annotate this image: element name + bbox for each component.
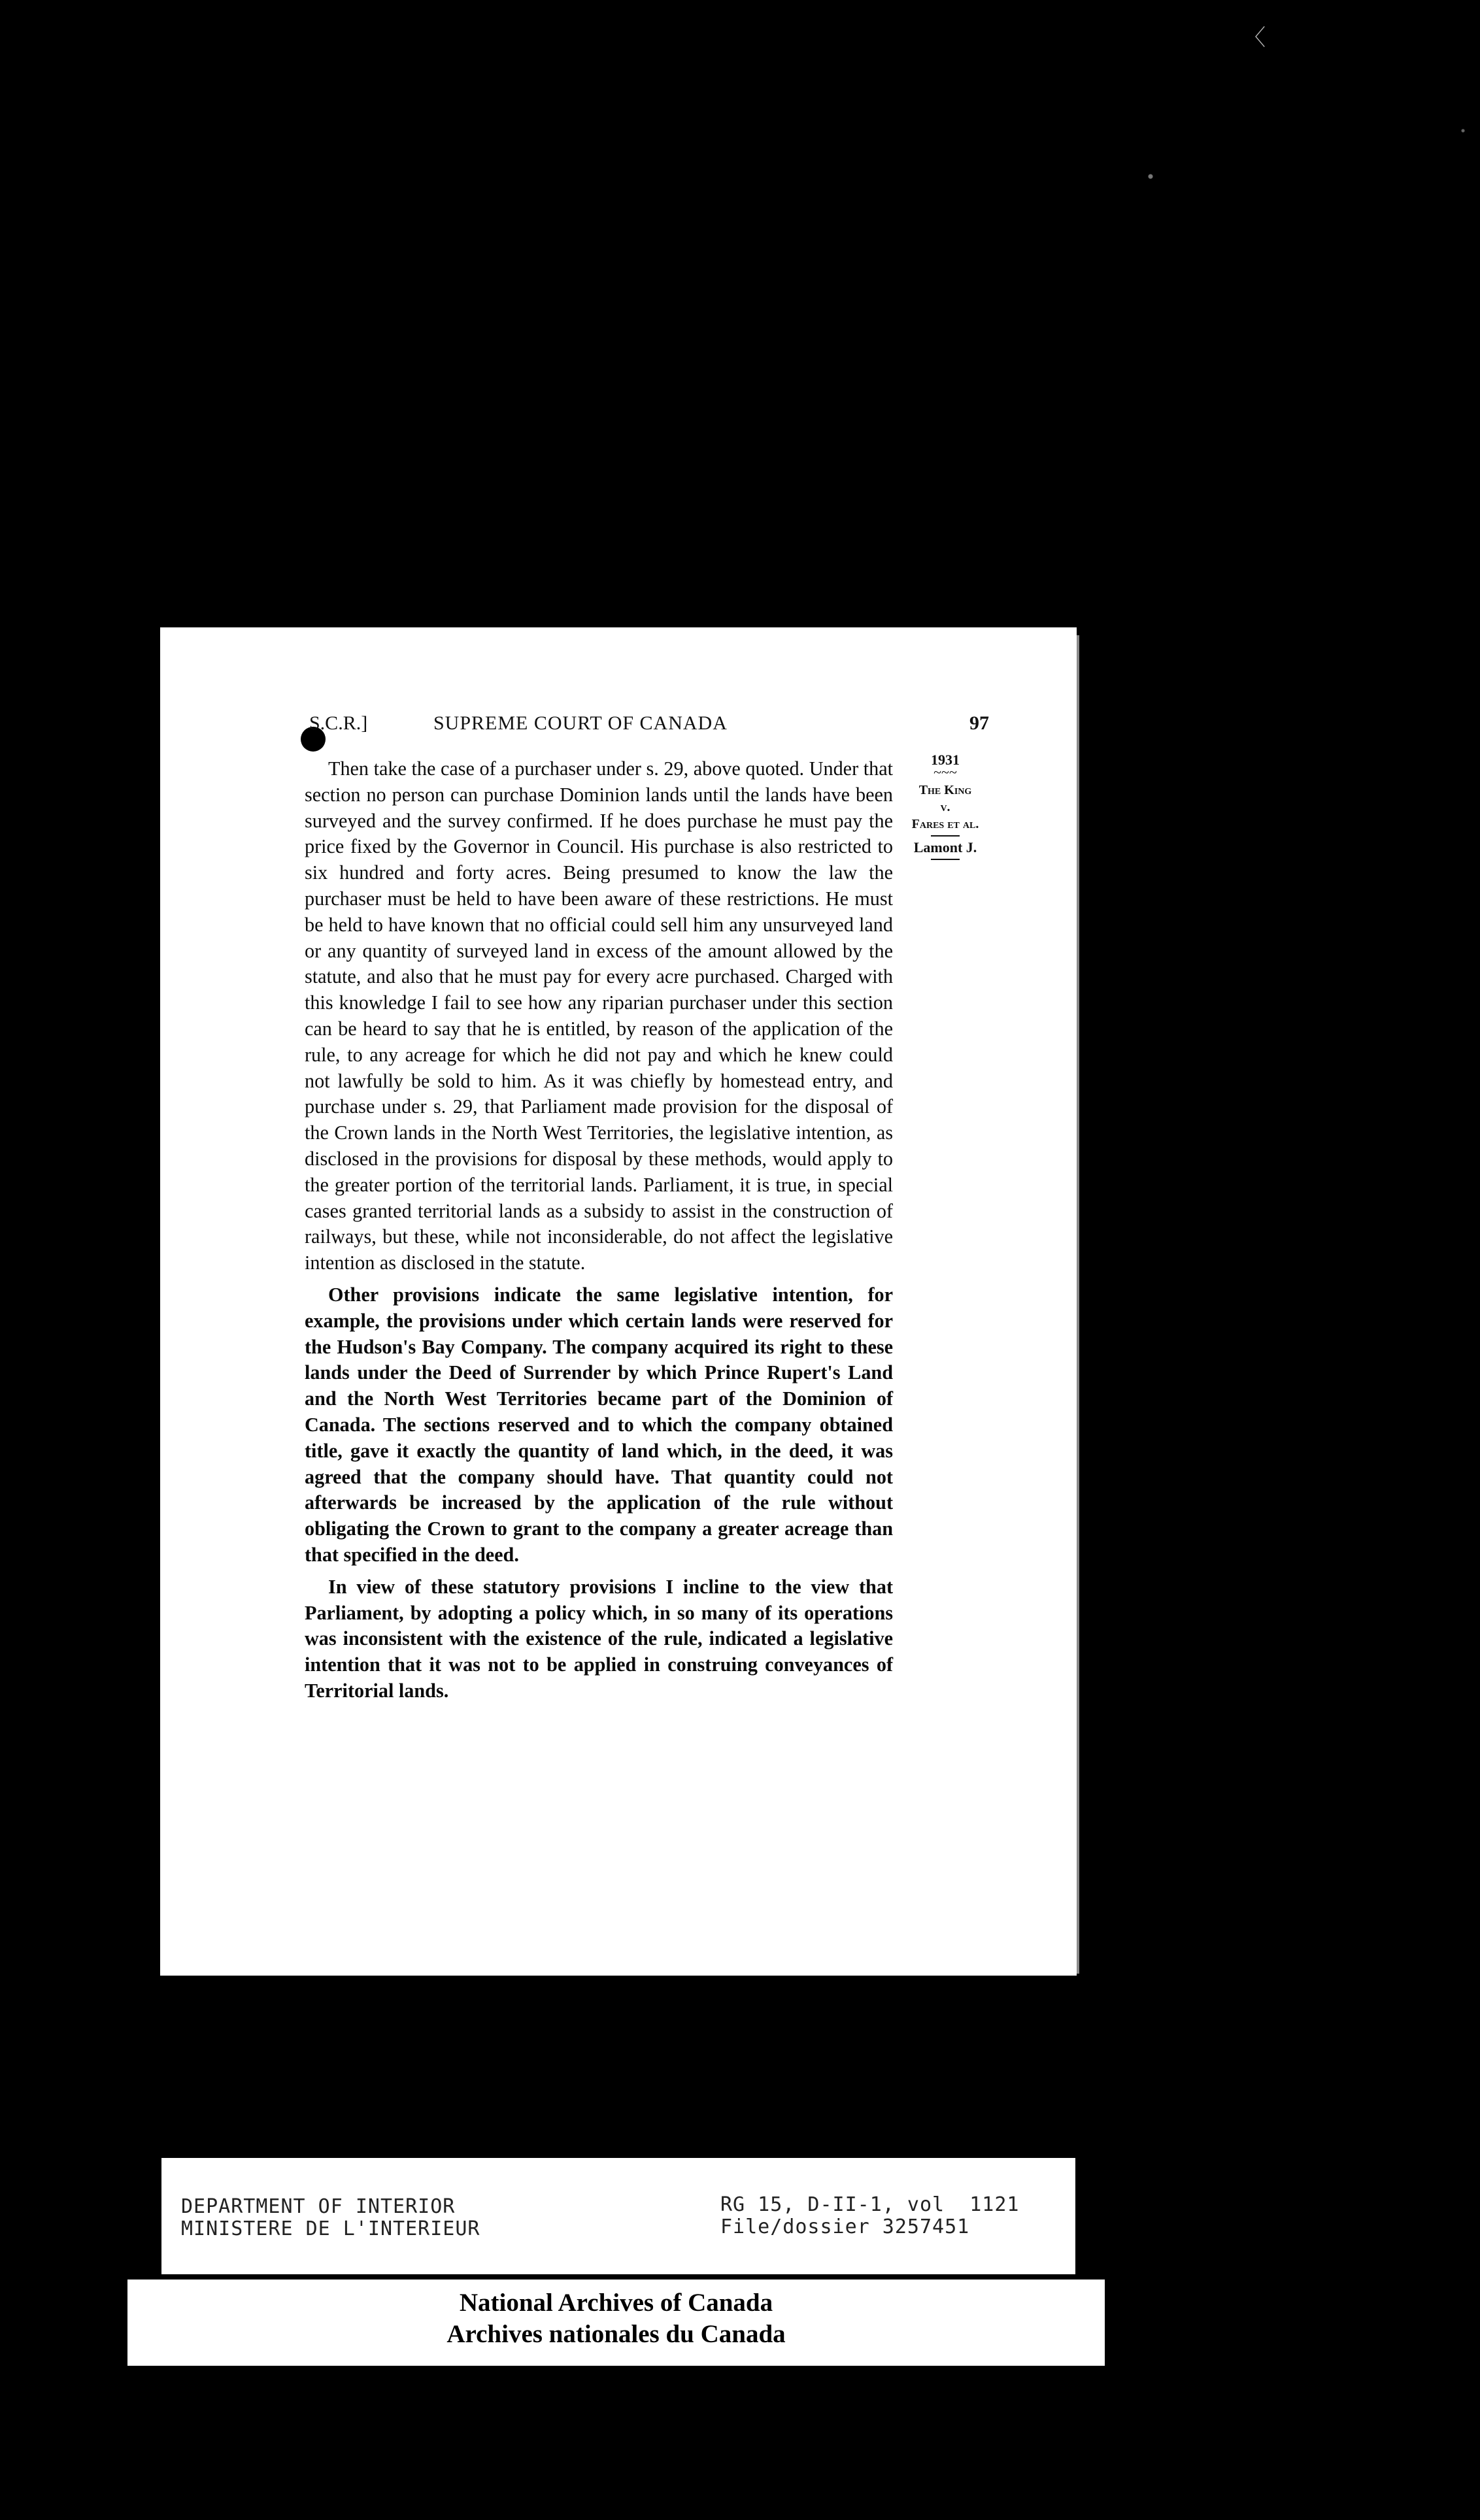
- report-abbreviation: S.C.R.]: [309, 712, 368, 734]
- judgment-text: [305, 756, 893, 1710]
- archive-reference-stamp: [161, 2158, 1075, 2274]
- department-english: DEPARTMENT OF INTERIOR: [181, 2195, 456, 2218]
- department-french: MINISTERE DE L'INTERIEUR: [181, 2217, 480, 2240]
- judge-name: Lamont J.: [913, 839, 977, 855]
- page-number: 97: [969, 712, 989, 734]
- party-appellant: The King: [918, 783, 972, 797]
- paragraph: Other provisions indicate the same legislative intention, for example, the provisions under which certain lands were reserved for the Hudson's Bay Company. The company acquired its right to these lands under the Deed of Surrender by which Prince Rupert's Land and the North West Territories became part of the Dominion of Canada. The sections reserved and to which the company obtained title, gave it exactly the quantity of land which, in the deed, it was agreed that the company should have. That quantity could not afterwards be increased by the application of the rule without obligating the Crown to grant to the company a greater acreage than that specified in the deed.: [305, 1283, 893, 1566]
- running-head: [309, 712, 989, 738]
- party-respondent: Fares et al.: [911, 817, 979, 831]
- case-year: 1931: [931, 752, 960, 768]
- year-ornament: ~~~: [933, 764, 957, 780]
- film-speck-mark: 〈: [1243, 26, 1266, 50]
- file-reference: [720, 2194, 1019, 2238]
- paragraph: In view of these statutory provisions I incline to the view that Parliament, by adopting a policy which, in so many of its operations was inconsistent with the existence of the rule, indicated a legislative intention that it was not to be applied in construing conveyances of Territorial lands.: [305, 1575, 893, 1702]
- archives-banner: [127, 2280, 1105, 2366]
- page-edge-shadow: [1077, 635, 1079, 1974]
- file-number: File/dossier 3257451: [720, 2215, 970, 2238]
- versus-label: v.: [940, 800, 950, 814]
- archives-name-english: National Archives of Canada: [459, 2289, 773, 2317]
- margin-rule: [931, 835, 960, 837]
- archives-name-french: Archives nationales du Canada: [446, 2320, 786, 2348]
- department-label: [181, 2196, 480, 2240]
- case-margin-note: [900, 752, 991, 863]
- margin-rule: [931, 859, 960, 860]
- paragraph: Then take the case of a purchaser under s. 29, above quoted. Under that section no person can purchase Dominion lands until the lands have been surveyed and the survey confirmed. If he does purchase he must pay the price fixed by the Governor in Council. His purchase is also restricted to six hundred and forty acres. Being presumed to know the law the purchaser must be held to have been aware of these restrictions. He must be held to have known that no official could sell him any unsurveyed land or any quantity of surveyed land in excess of the amount allowed by the statute, and also that he must pay for every acre purchased. Charged with this knowledge I fail to see how any riparian purchaser under this section can be heard to say that he is entitled, by reason of the application of the rule, to any acreage for which he did not pay and which he knew could not lawfully be sold to him. As it was chiefly by homestead entry, and purchase under s. 29, that Parliament made provision for the disposal of the Crown lands in the North West Territories, the legislative intention, as disclosed in the provisions for disposal by these methods, would apply to the greater portion of the territorial lands. Parliament, it is true, in special cases granted territorial lands as a subsidy to assist in the construction of railways, but these, while not inconsiderable, do not affect the legislative intention as disclosed in the statute.: [305, 757, 893, 1274]
- court-title: SUPREME COURT OF CANADA: [433, 712, 728, 734]
- record-group: RG 15, D-II-1, vol 1121: [720, 2193, 1020, 2216]
